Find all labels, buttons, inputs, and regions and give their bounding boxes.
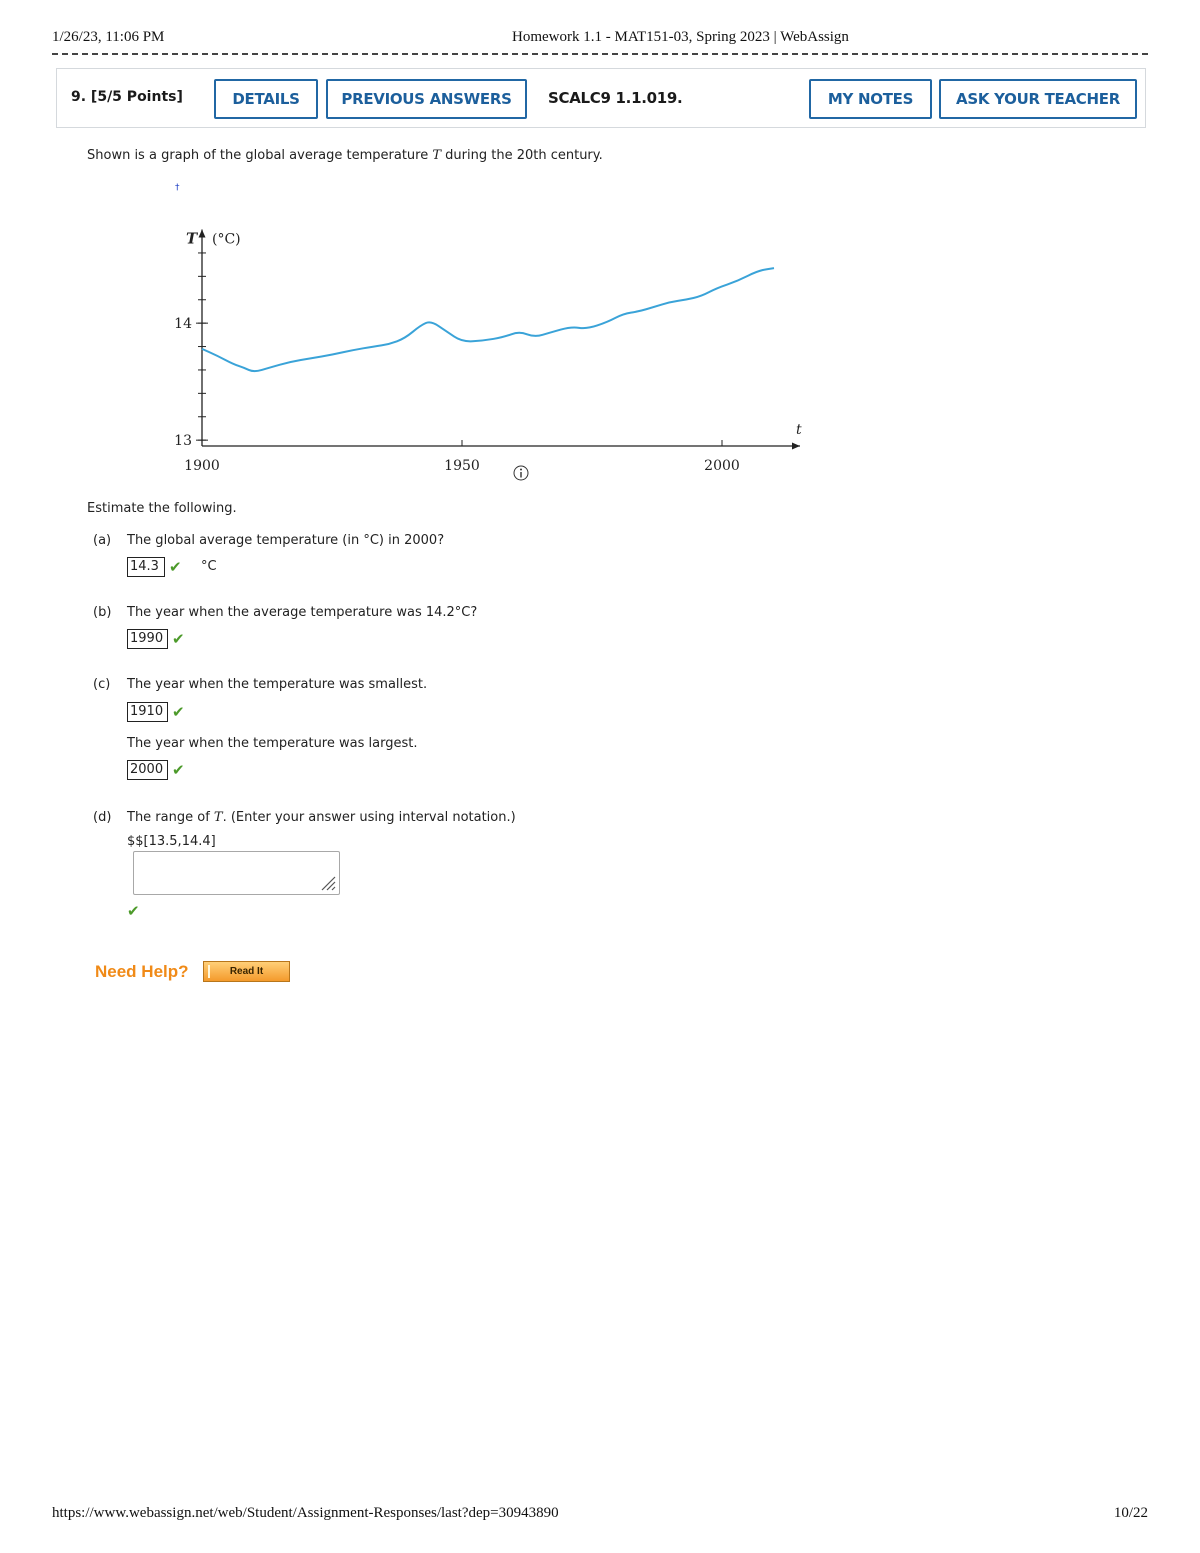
print-header (52, 29, 1148, 49)
read-it-button[interactable]: Read It (203, 961, 290, 982)
info-icon[interactable] (514, 466, 528, 480)
ask-your-teacher-button[interactable]: ASK YOUR TEACHER (939, 79, 1137, 119)
graph-labels (174, 230, 802, 474)
check-icon: ✔ (172, 761, 185, 779)
part-d-answer-textarea[interactable] (133, 851, 340, 895)
part-b-answer-field[interactable]: 1990 (127, 629, 168, 649)
part-c-smallest-answer-field[interactable]: 1910 (127, 702, 168, 722)
part-d-answer-display: $$[13.5,14.4] (127, 834, 216, 849)
part-b-text: The year when the average temperature was 14.2°C? (127, 605, 478, 620)
part-c-largest-answer-field[interactable]: 2000 (127, 760, 168, 780)
question-points: 9. [5/5 Points] (71, 89, 183, 105)
prompt-text-after: during the 20th century. (441, 148, 603, 163)
print-page-title: Homework 1.1 - MAT151-03, Spring 2023 | WebAssign (512, 29, 849, 45)
print-page-number: 10/22 (1113, 1505, 1148, 1521)
check-icon: ✔ (169, 558, 182, 576)
header-divider (52, 53, 1148, 55)
need-help-label: Need Help? (95, 962, 189, 981)
y-axis-unit: (°C) (212, 231, 241, 248)
resize-handle-icon[interactable] (319, 874, 337, 892)
part-d-text-before: The range of (127, 810, 214, 825)
details-button[interactable]: DETAILS (214, 79, 318, 119)
part-c-text-2: The year when the temperature was largest. (127, 736, 418, 751)
graph-axes (199, 230, 801, 450)
graph-ticks (196, 253, 722, 446)
y-tick-label: 13 (174, 433, 192, 450)
part-a-text: The global average temperature (in °C) in 2000? (127, 533, 445, 548)
part-d-label: (d) (93, 810, 112, 825)
x-axis-arrow (792, 443, 800, 450)
check-icon: ✔ (172, 703, 185, 721)
part-d-variable: T (213, 810, 223, 825)
question-header-bar (56, 68, 1146, 128)
print-footer (52, 1505, 1148, 1525)
part-d-text-after: . (Enter your answer using interval notation.) (222, 810, 516, 825)
part-a-label: (a) (93, 533, 112, 548)
temperature-line (202, 268, 774, 371)
x-tick-label: 2000 (704, 458, 740, 474)
part-c-label: (c) (93, 677, 111, 692)
estimate-instruction: Estimate the following. (87, 501, 237, 516)
my-notes-button[interactable]: MY NOTES (809, 79, 932, 119)
y-tick-label: 14 (174, 316, 192, 333)
y-axis-arrow (199, 230, 206, 238)
part-a-unit: °C (201, 559, 217, 574)
footnote-marker[interactable]: † (175, 183, 180, 193)
check-icon: ✔ (172, 630, 185, 648)
print-datetime: 1/26/23, 11:06 PM (52, 29, 165, 45)
temperature-graph (170, 202, 802, 487)
graph-series (202, 268, 774, 371)
part-c-text: The year when the temperature was smallest. (127, 677, 428, 692)
part-b-label: (b) (93, 605, 112, 620)
previous-answers-button[interactable]: PREVIOUS ANSWERS (326, 79, 527, 119)
question-prompt (87, 148, 603, 163)
x-axis-label: t (796, 422, 802, 438)
print-url: https://www.webassign.net/web/Student/Assignment-Responses/last?dep=30943890 (52, 1505, 559, 1521)
x-tick-label: 1900 (184, 458, 220, 474)
x-tick-label: 1950 (444, 458, 480, 474)
prompt-variable: T (432, 148, 442, 163)
prompt-text-before: Shown is a graph of the global average temperature (87, 148, 433, 163)
problem-code: SCALC9 1.1.019. (548, 89, 683, 107)
check-icon: ✔ (127, 902, 140, 920)
part-d-text (127, 810, 516, 825)
y-axis-label: T (186, 229, 198, 248)
part-a-answer-field[interactable]: 14.3 (127, 557, 165, 577)
